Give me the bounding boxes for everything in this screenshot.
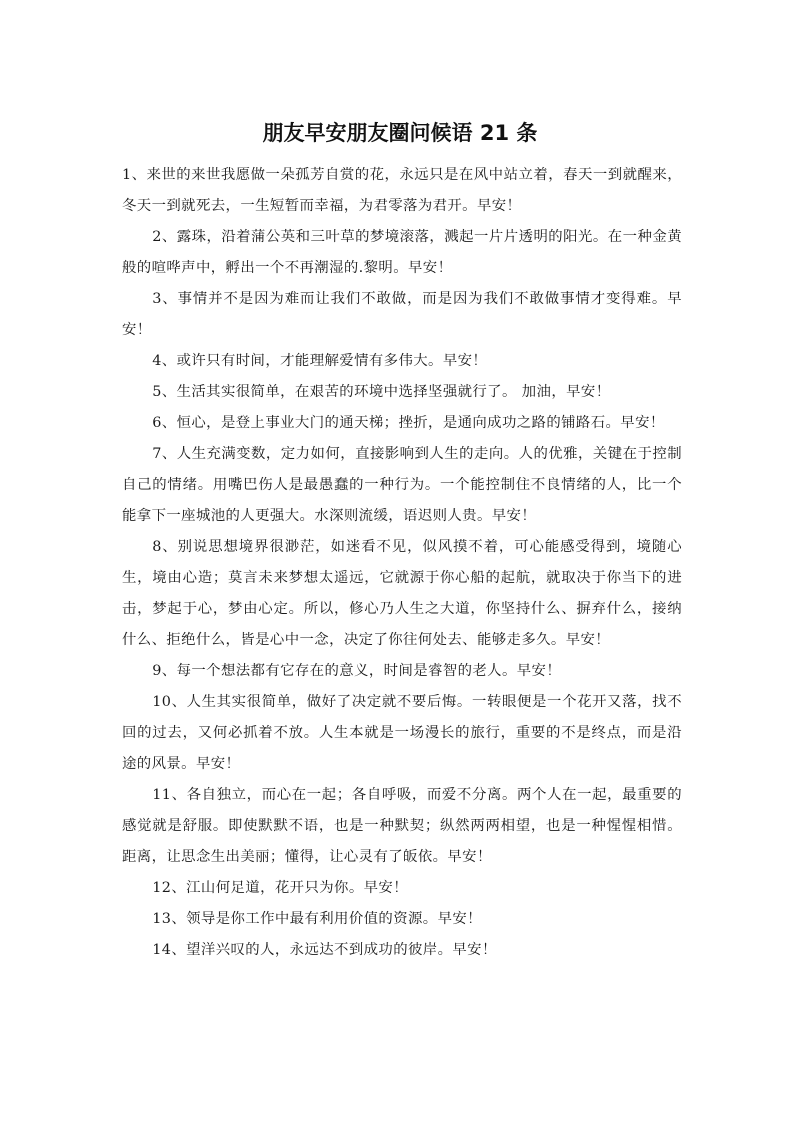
paragraph-2: 2、露珠，沿着蒲公英和三叶草的梦境滚落，溅起一片片透明的阳光。在一种金黄般的喧哗声中，孵出一个不再潮湿的.黎明。早安！ — [122, 229, 682, 276]
paragraph-14: 14、望洋兴叹的人，永远达不到成功的彼岸。早安！ — [152, 942, 497, 958]
paragraph-4: 4、或许只有时间，才能理解爱情有多伟大。早安！ — [152, 353, 488, 369]
paragraph-10: 10、人生其实很简单，做好了决定就不要后悔。一转眼便是一个花开又落，找不回的过去，又何必抓着不放。人生本就是一场漫长的旅行，重要的不是终点，而是沿途的风景。早安！ — [122, 694, 682, 772]
document-body — [122, 160, 682, 966]
document-title: 朋友早安朋友圈问候语 21 条 — [262, 121, 538, 145]
paragraph-11: 11、各自独立，而心在一起；各自呼吸，而爱不分离。两个人在一起，最重要的感觉就是舒服。即使默默不语，也是一种默契；纵然两两相望，也是一种惺惺相惜。距离，让思念生出美丽；懂得，让心灵有了皈依。早安！ — [122, 787, 682, 865]
paragraph-13: 13、领导是你工作中最有利用价值的资源。早安！ — [152, 911, 482, 927]
paragraph-8: 8、别说思想境界很渺茫，如迷看不见，似风摸不着，可心能感受得到，境随心生，境由心造；莫言未来梦想太遥远，它就源于你心船的起航，就取决于你当下的进击，梦起于心，梦由心定。所以，修心乃人生之大道，你坚持什么、摒弃什么，接纳什么、拒绝什么，皆是心中一念，决定了你往何处去、能够走多久。早安！ — [122, 539, 682, 648]
paragraph-6: 6、恒心，是登上事业大门的通天梯；挫折，是通向成功之路的铺路石。早安！ — [152, 415, 665, 431]
paragraph-5: 5、生活其实很简单，在艰苦的环境中选择坚强就行了。 加油，早安！ — [152, 384, 611, 400]
paragraph-1: 1、来世的来世我愿做一朵孤芳自赏的花，永远只是在风中站立着，春天一到就醒来，冬天一到就死去，一生短暂而幸福，为君零落为君开。早安！ — [122, 167, 682, 214]
paragraph-12: 12、江山何足道，花开只为你。早安！ — [152, 880, 408, 896]
paragraph-7: 7、人生充满变数，定力如何，直接影响到人生的走向。人的优雅，关键在于控制自己的情绪。用嘴巴伤人是最愚蠢的一种行为。一个能控制住不良情绪的人，比一个能拿下一座城池的人更强大。水深则流缓，语迟则人贵。早安！ — [122, 446, 682, 524]
paragraph-3: 3、事情并不是因为难而让我们不敢做，而是因为我们不敢做事情才变得难。早安！ — [122, 291, 682, 338]
paragraph-9: 9、每一个想法都有它存在的意义，时间是睿智的老人。早安！ — [152, 663, 562, 679]
